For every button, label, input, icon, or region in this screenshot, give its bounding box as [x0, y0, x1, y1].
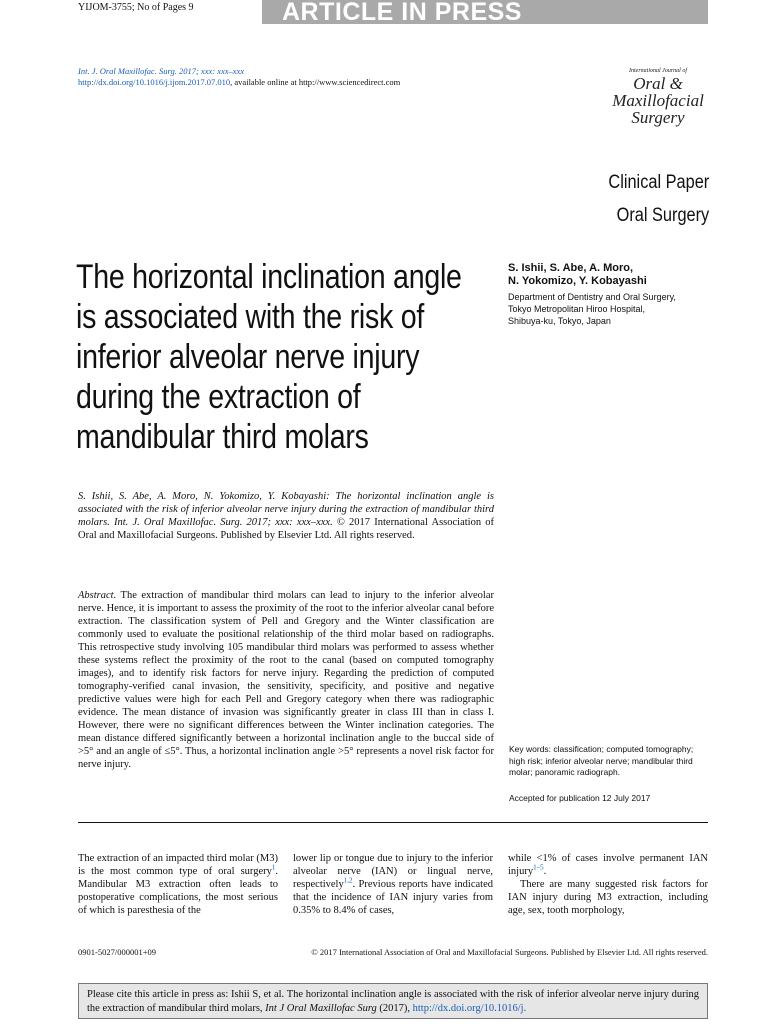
- footer-code: 0901-5027/000001+09: [78, 947, 156, 957]
- footer-copyright: © 2017 International Association of Oral and Maxillofacial Surgeons. Published by Elsevier Ltd. All rights reserved.: [311, 947, 708, 957]
- body-column-2: [293, 852, 493, 917]
- body-text: lower lip or tongue due to injury to the inferior alveolar nerve (IAN) or lingual nerve, respectively: [293, 853, 493, 890]
- logo-line-3: Surgery: [631, 108, 685, 127]
- logo-small-text: International Journal of: [629, 68, 687, 74]
- article-in-press-bar: [0, 0, 768, 24]
- body-text: . Mandibular M3 extraction often leads to postoperative complications, the most serious of which is paresthesia of the: [78, 866, 278, 916]
- section-divider: [78, 822, 708, 823]
- reference-paragraph: [78, 490, 494, 542]
- accepted-date: Accepted for publication 12 July 2017: [509, 793, 651, 803]
- logo-line-1: Oral &: [633, 74, 683, 93]
- body-column-1: [78, 852, 278, 917]
- availability-text: , available online at http://www.sciencedirect.com: [230, 77, 401, 87]
- reference-copyright: © 2017 International Association of Oral and Maxillofacial Surgeons. Published by Elsevier Ltd. All rights reserved.: [78, 517, 495, 541]
- logo-line-2: Maxillofacial: [612, 91, 704, 110]
- journal-line[interactable]: Int. J. Oral Maxillofac. Surg. 2017; xxx: xxx–xxx: [78, 66, 245, 76]
- author-names-1: S. Ishii, S. Abe, A. Moro,: [508, 262, 634, 274]
- press-banner-text: ARTICLE IN PRESS: [282, 0, 522, 26]
- paper-classification: [608, 166, 709, 232]
- affiliation-line-3: Shibuya-ku, Tokyo, Japan: [508, 316, 611, 326]
- abstract-label: Abstract.: [78, 590, 117, 601]
- cite-this-article-box: [78, 983, 708, 1019]
- journal-logo: [606, 68, 710, 126]
- cite-box-doi-link[interactable]: http://dx.doi.org/10.1016/j.: [412, 1003, 527, 1014]
- doi-link[interactable]: http://dx.doi.org/10.1016/j.ijom.2017.07.010: [78, 77, 231, 87]
- reference-italic: S. Ishii, S. Abe, A. Moro, N. Yokomizo, Y. Kobayashi: The horizontal inclination angle is associated with the risk of inferior alveolar nerve injury during the extraction of mandibular third molars. Int. J. Oral Maxillofac. Surg. 2017; xxx: xxx–xxx.: [78, 491, 494, 528]
- body-text: The extraction of an impacted third molar (M3) is the most common type of oral surgery: [78, 853, 278, 877]
- body-text: . Previous reports have indicated that the incidence of IAN injury varies from 0.35% to 8.4% of cases,: [293, 879, 493, 916]
- affiliation-line-2: Tokyo Metropolitan Hiroo Hospital,: [508, 304, 646, 314]
- abstract: [78, 589, 494, 771]
- journal-citation: [78, 66, 400, 88]
- paper-subject: Oral Surgery: [616, 205, 709, 226]
- paper-type: Clinical Paper: [608, 172, 709, 193]
- abstract-text: The extraction of mandibular third molars can lead to injury to the inferior alveolar nerve. Hence, it is important to assess the proximity of the root to the inferior alveolar canal before extraction. The classification system of Pell and Gregory and the Winter classification are commonly used to evaluate the positional relationship of the third molar based on radiographs. This retrospective study involving 105 mandibular third molars was performed to assess whether these systems reflect the proximity of the root to the canal (based on computed tomography images), and to identify risk factors for nerve injury. Regarding the prediction of computed tomography-verified canal invasion, the sensitivity, specificity, and positive and negative predictive values were high for each Pell and Gregory category when there was radiographic evidence. The mean distance of invasion was significantly greater in class III than in class I. However, there were no significant differences between the Winter inclination categories. The mean distance differed significantly between a horizontal inclination angle to the buccal side of >5° and an angle of ≤5°. Thus, a horizontal inclination angle >5° represents a novel risk factor for nerve injury.: [78, 590, 494, 770]
- author-block: [508, 262, 718, 327]
- keywords: Key words: classification; computed tomography; high risk; inferior alveolar nerve; mandibular third molar; panoramic radiograph.: [509, 744, 694, 777]
- affiliation-line-1: Department of Dentistry and Oral Surgery,: [508, 292, 676, 302]
- author-names-2: N. Yokomizo, Y. Kobayashi: [508, 275, 647, 287]
- body-text: while <1% of cases involve permanent IAN injury: [508, 853, 708, 877]
- article-title: The horizontal inclination angle is associated with the risk of inferior alveolar nerve injury during the extraction of mandibular third molars: [76, 258, 462, 456]
- body-text: .: [543, 866, 547, 877]
- cite-box-journal: Int J Oral Maxillofac Surg: [265, 1003, 377, 1014]
- body-column-3: [508, 852, 708, 917]
- body-paragraph: There are many suggested risk factors for IAN injury during M3 extraction, including age, sex, tooth morphology,: [508, 879, 708, 916]
- manuscript-ref-code: YIJOM-3755; No of Pages 9: [78, 2, 194, 13]
- citation-ref-link[interactable]: 1–5: [533, 863, 544, 872]
- cite-box-text: Please cite this article in press as: Ishii S, et al. The horizontal inclination angle is associated with the risk of inferior alveolar nerve injury during the extraction of mandibular third molars,: [87, 989, 699, 1014]
- citation-ref-link[interactable]: 1: [271, 863, 276, 872]
- citation-ref-link[interactable]: 1,2: [343, 876, 353, 885]
- cite-box-year: (2017),: [376, 1003, 413, 1014]
